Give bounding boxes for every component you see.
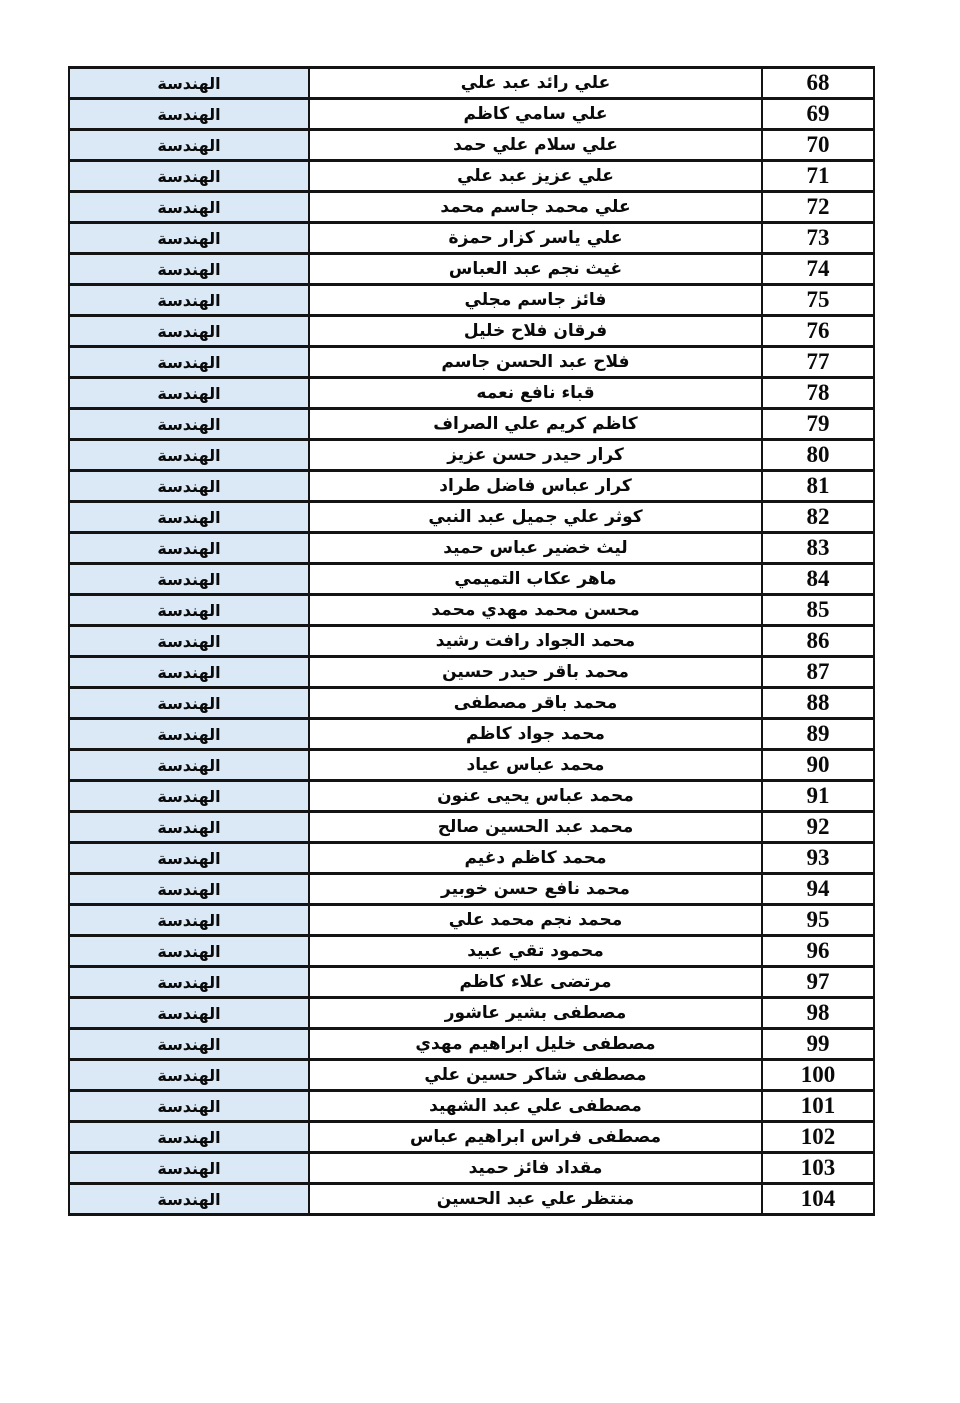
row-number: 93 xyxy=(762,843,874,874)
row-number: 78 xyxy=(762,378,874,409)
table-row xyxy=(69,130,874,161)
student-name: محمد جواد كاظم xyxy=(309,719,762,750)
row-number: 91 xyxy=(762,781,874,812)
table-row xyxy=(69,564,874,595)
student-name: محمد باقر مصطفى xyxy=(309,688,762,719)
row-number: 88 xyxy=(762,688,874,719)
row-number: 98 xyxy=(762,998,874,1029)
department-cell: الهندسة xyxy=(69,688,309,719)
table-row xyxy=(69,1091,874,1122)
student-name: علي رائد عبد علي xyxy=(309,68,762,99)
student-name: ماهر عكاب التميمي xyxy=(309,564,762,595)
student-name: محسن محمد مهدي محمد xyxy=(309,595,762,626)
department-cell: الهندسة xyxy=(69,533,309,564)
student-name: محمد الجواد رافت رشيد xyxy=(309,626,762,657)
department-cell: الهندسة xyxy=(69,1091,309,1122)
row-number: 79 xyxy=(762,409,874,440)
student-name: مصطفى شاكر حسين علي xyxy=(309,1060,762,1091)
table-row xyxy=(69,1184,874,1215)
row-number: 69 xyxy=(762,99,874,130)
department-cell: الهندسة xyxy=(69,316,309,347)
department-cell: الهندسة xyxy=(69,223,309,254)
table-row xyxy=(69,657,874,688)
row-number: 76 xyxy=(762,316,874,347)
table-row xyxy=(69,471,874,502)
department-cell: الهندسة xyxy=(69,1153,309,1184)
table-body xyxy=(69,68,874,1215)
student-name: كرار عباس فاضل طراد xyxy=(309,471,762,502)
table-row xyxy=(69,750,874,781)
department-cell: الهندسة xyxy=(69,471,309,502)
row-number: 89 xyxy=(762,719,874,750)
department-cell: الهندسة xyxy=(69,99,309,130)
student-name: مرتضى علاء كاظم xyxy=(309,967,762,998)
row-number: 68 xyxy=(762,68,874,99)
row-number: 99 xyxy=(762,1029,874,1060)
department-cell: الهندسة xyxy=(69,130,309,161)
department-cell: الهندسة xyxy=(69,192,309,223)
department-cell: الهندسة xyxy=(69,564,309,595)
row-number: 100 xyxy=(762,1060,874,1091)
row-number: 80 xyxy=(762,440,874,471)
student-name: فائز جاسم مجلي xyxy=(309,285,762,316)
student-name: كوثر علي جميل عبد النبي xyxy=(309,502,762,533)
department-cell: الهندسة xyxy=(69,595,309,626)
student-name: فرقان فلاح خليل xyxy=(309,316,762,347)
table-row xyxy=(69,223,874,254)
department-cell: الهندسة xyxy=(69,1122,309,1153)
table-row xyxy=(69,316,874,347)
student-name: منتظر علي عبد الحسين xyxy=(309,1184,762,1215)
table-row xyxy=(69,161,874,192)
student-name: محمود تقي عبيد xyxy=(309,936,762,967)
department-cell: الهندسة xyxy=(69,905,309,936)
table-row xyxy=(69,874,874,905)
row-number: 104 xyxy=(762,1184,874,1215)
table-row xyxy=(69,688,874,719)
student-name: محمد كاظم دغيم xyxy=(309,843,762,874)
table-row xyxy=(69,936,874,967)
department-cell: الهندسة xyxy=(69,843,309,874)
row-number: 94 xyxy=(762,874,874,905)
department-cell: الهندسة xyxy=(69,781,309,812)
student-name: محمد باقر حيدر حسين xyxy=(309,657,762,688)
table-row xyxy=(69,595,874,626)
department-cell: الهندسة xyxy=(69,657,309,688)
department-cell: الهندسة xyxy=(69,750,309,781)
department-cell: الهندسة xyxy=(69,440,309,471)
student-name: مصطفى خليل ابراهيم مهدي xyxy=(309,1029,762,1060)
row-number: 96 xyxy=(762,936,874,967)
table-row xyxy=(69,378,874,409)
students-table xyxy=(68,66,875,1216)
department-cell: الهندسة xyxy=(69,409,309,440)
table-row xyxy=(69,192,874,223)
table-row xyxy=(69,812,874,843)
row-number: 102 xyxy=(762,1122,874,1153)
table-row xyxy=(69,998,874,1029)
student-name: كرار حيدر حسن عزيز xyxy=(309,440,762,471)
row-number: 90 xyxy=(762,750,874,781)
table-row xyxy=(69,99,874,130)
student-name: مصطفى فراس ابراهيم عباس xyxy=(309,1122,762,1153)
student-name: محمد عباس يحيى عنون xyxy=(309,781,762,812)
department-cell: الهندسة xyxy=(69,998,309,1029)
department-cell: الهندسة xyxy=(69,1060,309,1091)
student-name: مقداد فائز حميد xyxy=(309,1153,762,1184)
department-cell: الهندسة xyxy=(69,812,309,843)
department-cell: الهندسة xyxy=(69,936,309,967)
student-name: علي محمد جاسم محمد xyxy=(309,192,762,223)
student-name: مصطفى علي عبد الشهيد xyxy=(309,1091,762,1122)
department-cell: الهندسة xyxy=(69,1184,309,1215)
row-number: 82 xyxy=(762,502,874,533)
student-name: محمد نجم محمد علي xyxy=(309,905,762,936)
department-cell: الهندسة xyxy=(69,1029,309,1060)
row-number: 71 xyxy=(762,161,874,192)
student-name: محمد عباس عياد xyxy=(309,750,762,781)
table-row xyxy=(69,1060,874,1091)
table-row xyxy=(69,719,874,750)
row-number: 85 xyxy=(762,595,874,626)
table-row xyxy=(69,905,874,936)
student-name: محمد نافع حسن خوبير xyxy=(309,874,762,905)
table-row xyxy=(69,347,874,378)
department-cell: الهندسة xyxy=(69,161,309,192)
student-name: فلاح عبد الحسن جاسم xyxy=(309,347,762,378)
table-row xyxy=(69,1122,874,1153)
department-cell: الهندسة xyxy=(69,378,309,409)
student-name: ليث خضير عباس حميد xyxy=(309,533,762,564)
table-row xyxy=(69,285,874,316)
student-name: علي سلام علي حمد xyxy=(309,130,762,161)
department-cell: الهندسة xyxy=(69,347,309,378)
row-number: 86 xyxy=(762,626,874,657)
table-row xyxy=(69,409,874,440)
row-number: 84 xyxy=(762,564,874,595)
row-number: 103 xyxy=(762,1153,874,1184)
row-number: 70 xyxy=(762,130,874,161)
table-row xyxy=(69,440,874,471)
row-number: 73 xyxy=(762,223,874,254)
department-cell: الهندسة xyxy=(69,68,309,99)
row-number: 81 xyxy=(762,471,874,502)
student-name: قباء نافع نعمه xyxy=(309,378,762,409)
row-number: 72 xyxy=(762,192,874,223)
table-row xyxy=(69,502,874,533)
row-number: 92 xyxy=(762,812,874,843)
department-cell: الهندسة xyxy=(69,502,309,533)
table-row xyxy=(69,254,874,285)
department-cell: الهندسة xyxy=(69,874,309,905)
row-number: 87 xyxy=(762,657,874,688)
student-name: علي ياسر كزار حمزة xyxy=(309,223,762,254)
table-row xyxy=(69,68,874,99)
student-name: محمد عبد الحسين صالح xyxy=(309,812,762,843)
student-name: كاظم كريم علي الصراف xyxy=(309,409,762,440)
table-row xyxy=(69,781,874,812)
student-name: غيث نجم عبد العباس xyxy=(309,254,762,285)
row-number: 83 xyxy=(762,533,874,564)
row-number: 77 xyxy=(762,347,874,378)
row-number: 75 xyxy=(762,285,874,316)
table-row xyxy=(69,626,874,657)
row-number: 97 xyxy=(762,967,874,998)
department-cell: الهندسة xyxy=(69,254,309,285)
table-row xyxy=(69,843,874,874)
table-row xyxy=(69,967,874,998)
department-cell: الهندسة xyxy=(69,626,309,657)
department-cell: الهندسة xyxy=(69,285,309,316)
table-row xyxy=(69,533,874,564)
student-name: مصطفى بشير عاشور xyxy=(309,998,762,1029)
department-cell: الهندسة xyxy=(69,719,309,750)
row-number: 74 xyxy=(762,254,874,285)
row-number: 95 xyxy=(762,905,874,936)
student-name: علي عزيز عبد علي xyxy=(309,161,762,192)
row-number: 101 xyxy=(762,1091,874,1122)
department-cell: الهندسة xyxy=(69,967,309,998)
student-name: علي سامي كاظم xyxy=(309,99,762,130)
table-row xyxy=(69,1029,874,1060)
table-row xyxy=(69,1153,874,1184)
